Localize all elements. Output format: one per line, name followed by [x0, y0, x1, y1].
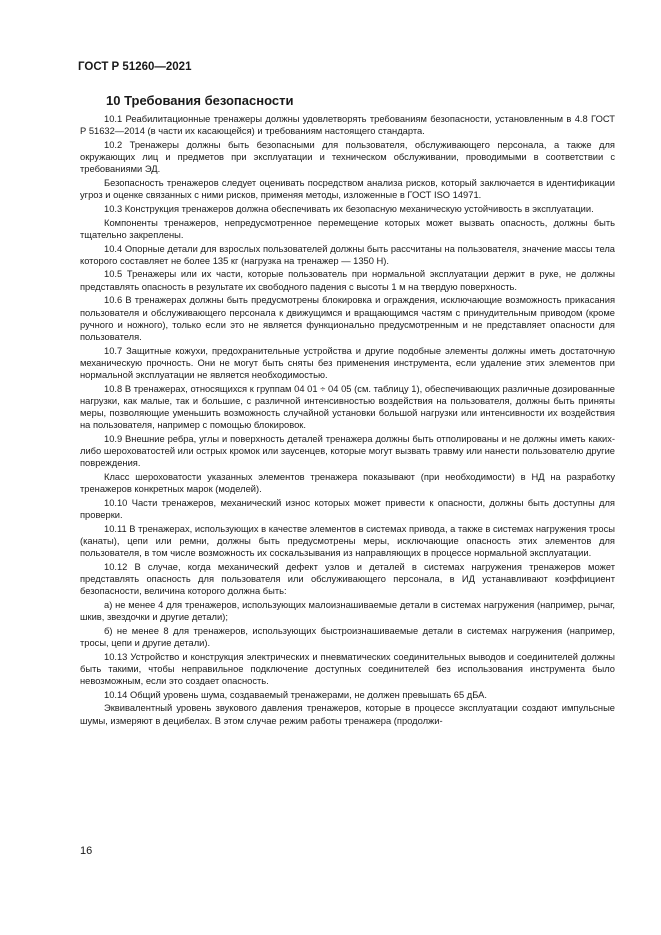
paragraph: 10.14 Общий уровень шума, создаваемый тренажерами, не должен превышать 65 дБА. — [104, 689, 487, 700]
paragraph: Класс шероховатости указанных элементов тренажера показывают (при необходимости) в НД на разработку тренажеров конкретных марок (моделей). — [80, 471, 615, 495]
paragraph: 10.4 Опорные детали для взрослых пользователей должны быть рассчитаны на пользователя, значение массы тела которого составляет не более 135 кг (нагрузка на тренажер — 1350 Н). — [80, 243, 615, 266]
paragraph: Безопасность тренажеров следует оценивать посредством анализа рисков, который заключается в идентификации угроз и оценке связанных с ними рисков, применяя методы, изложенные в ГОСТ ISO 14971. — [80, 177, 615, 201]
paragraph: Эквивалентный уровень звукового давления тренажеров, которые в процессе эксплуатации создают импульсные шумы, измеряют в децибелах. В этом случае режим работы тренажера (продолжи- — [80, 703, 615, 726]
list-item: б) не менее 8 для тренажеров, использующих быстроизнашиваемые детали в системах нагружения (например, тросы, цепи и другие детали). — [80, 625, 615, 648]
paragraph: 10.10 Части тренажеров, механический износ которых может привести к опасности, должны быть доступны для проверки. — [80, 497, 615, 520]
document-header: ГОСТ Р 51260—2021 — [78, 61, 192, 73]
paragraph: 10.7 Защитные кожухи, предохранительные устройства и другие подобные элементы должны иметь достаточную механическую прочность. Они не могут быть сняты без применения инструмента, если удаление этих элементов при нормальной эксплуатации не является необходимостью. — [80, 345, 615, 380]
paragraph: 10.12 В случае, когда механический дефект узлов и деталей в системах нагружения тренажеров может представлять опасность для пользователя или обслуживающего персонала, в ИД устанавливают коэффициент безопасности, величина которого должна быть: — [80, 561, 615, 597]
paragraph: 10.8 В тренажерах, относящихся к группам 04 01 ÷ 04 05 (см. таблицу 1), обеспечивающих различные дозированные нагрузки, как малые, так и большие, с различной интенсивностью воздействия на пользователя, должны быть приняты меры, позволяющие уменьшить возможность случайной установки большой нагрузки или интенсивности их воздействия на пользователя, например с помощью блокировок. — [80, 383, 615, 431]
paragraph: 10.9 Внешние ребра, углы и поверхность деталей тренажера должны быть отполированы и не должны иметь каких-либо шероховатостей или острых кромок или заусенцев, которые могут вызвать травму или нанести пользователю другие повреждения. — [80, 433, 615, 469]
paragraph: 10.6 В тренажерах должны быть предусмотрены блокировка и ограждения, исключающие возможность прикасания пользователя и обслуживающего персонала к движущимся и вращающимся частям с принудительным приводом (кроме ручного и ножного), только если это не является функционально предусмотренным и не представляет опасности для пользователя. — [80, 295, 615, 342]
paragraph: Компоненты тренажеров, непредусмотренное перемещение которых может вызвать опасность, должны быть тщательно закреплены. — [80, 217, 615, 240]
paragraph: 10.11 В тренажерах, использующих в качестве элементов в системах привода, а также в системах нагружения тросы (канаты), цепи или ремни, должны быть предусмотрены меры, исключающие опасность этих элементов для пользователя, в том числе возможность их соскальзывания из направляющих в процессе нормальной эксплуатации. — [80, 523, 615, 559]
page-number: 16 — [80, 845, 93, 857]
section-title: 10 Требования безопасности — [106, 93, 294, 108]
section-body — [80, 113, 615, 728]
paragraph: 10.1 Реабилитационные тренажеры должны удовлетворять требованиям безопасности, установленным в 4.8 ГОСТ Р 51632—2014 (в части их касающейся) и требованиям настоящего стандарта. — [80, 114, 615, 137]
list-item: а) не менее 4 для тренажеров, использующих малоизнашиваемые детали в системах нагружения (например, рычаг, шкив, звездочки и другие детали); — [80, 599, 615, 622]
paragraph: 10.13 Устройство и конструкция электрических и пневматических соединительных выводов и соединителей должны быть такими, чтобы неправильное подключение доступных соединителей без использования инструмента было невозможным, если это создает опасность. — [80, 651, 615, 686]
paragraph: 10.2 Тренажеры должны быть безопасными для пользователя, обслуживающего персонала, а также для окружающих лиц и предметов при эксплуатации и техническом обслуживании, проводимыми в соответствии с требованиями ЭД. — [80, 139, 615, 175]
paragraph: 10.5 Тренажеры или их части, которые пользователь при нормальной эксплуатации держит в руке, не должны представлять опасность в результате их свободного падения с высоты 1 м на твердую поверхность. — [80, 269, 615, 292]
paragraph: 10.3 Конструкция тренажеров должна обеспечивать их безопасную механическую устойчивость в эксплуатации. — [104, 203, 594, 214]
